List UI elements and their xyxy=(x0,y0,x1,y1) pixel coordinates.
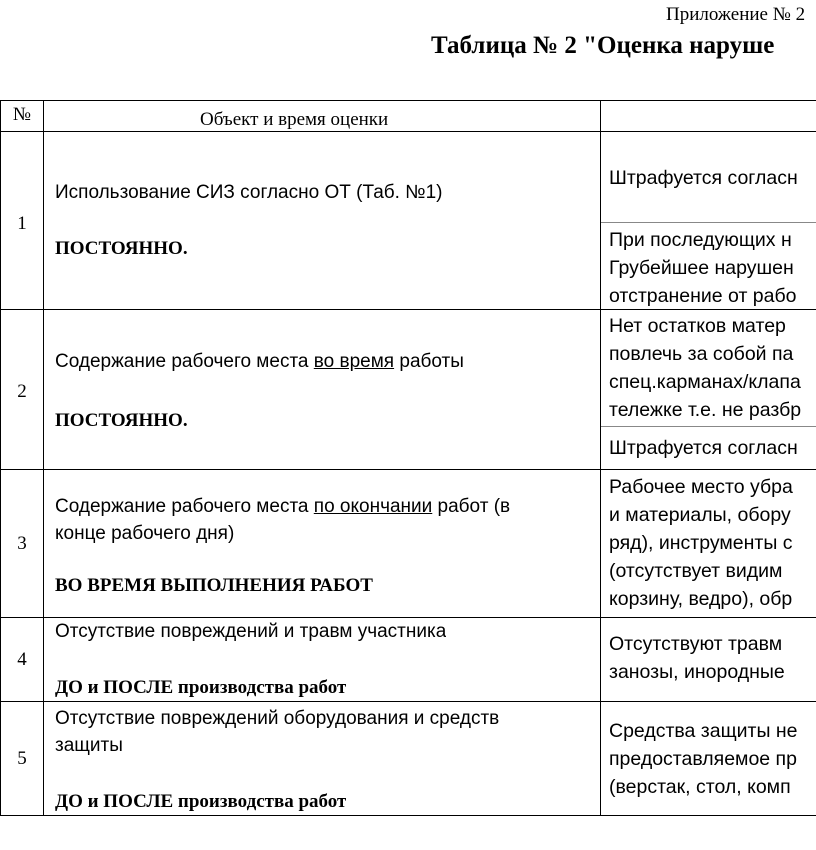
row4-num: 4 xyxy=(17,649,27,670)
row2-criteria-a-line: спец.карманах/клапа xyxy=(609,371,801,393)
row5-object xyxy=(55,705,499,759)
row2-object-text-end: работы xyxy=(394,351,464,372)
row4-timing: ДО и ПОСЛЕ производства работ xyxy=(55,677,347,698)
table-title: Таблица № 2 "Оценка наруше xyxy=(431,32,775,59)
row3-criteria-a-line: ряд), инструменты с xyxy=(609,532,793,554)
row1-criteria-a xyxy=(609,164,816,192)
row3-criteria-a xyxy=(609,473,816,613)
row3-criteria-a-line: Рабочее место убра xyxy=(609,476,793,498)
row3-object-text: Содержание рабочего места xyxy=(55,496,314,517)
row1-timing: ПОСТОЯННО. xyxy=(55,238,188,259)
row3-object-underlined: по окончании xyxy=(313,496,433,517)
row3-criteria-a-line: (отсутствует видим xyxy=(609,560,783,582)
row2-object-underlined: во время xyxy=(313,351,395,372)
row3-object-line: конце рабочего дня) xyxy=(55,523,235,544)
row4-criteria-a-line: занозы, инородные xyxy=(609,661,785,683)
row2-split-line xyxy=(600,426,816,427)
row5-criteria-a-line: (верстак, стол, комп xyxy=(609,776,791,798)
header-row-border xyxy=(0,131,816,132)
row2-criteria-a-line: Нет остатков матер xyxy=(609,315,786,337)
col-num-header: № xyxy=(12,104,32,125)
appendix-label: Приложение № 2 xyxy=(666,4,806,25)
row1-split-line xyxy=(600,222,816,223)
row5-num: 5 xyxy=(17,748,27,769)
row1-criteria-b-line: При последующих н xyxy=(609,229,792,251)
row5-object-line: Отсутствие повреждений оборудования и средств xyxy=(55,708,500,729)
row1-criteria-b-line: отстранение от рабо xyxy=(609,285,797,307)
row2-criteria-b xyxy=(609,434,816,462)
row3-num: 3 xyxy=(17,533,27,554)
row3-border xyxy=(0,617,816,618)
table-border-bottom xyxy=(0,815,816,816)
col-object-header: Объект и время оценки xyxy=(200,109,389,130)
object-column-border xyxy=(600,100,601,816)
row2-object xyxy=(55,351,464,373)
row2-timing: ПОСТОЯННО. xyxy=(55,410,188,431)
row2-criteria-a xyxy=(609,312,816,424)
row4-object: Отсутствие повреждений и травм участника xyxy=(55,621,447,642)
row1-num: 1 xyxy=(17,213,27,234)
row2-criteria-b-line: Штрафуется согласн xyxy=(609,437,798,459)
row3-object xyxy=(55,493,510,547)
row1-criteria-b xyxy=(609,226,816,310)
row1-object: Использование СИЗ согласно ОТ (Таб. №1) xyxy=(55,182,443,203)
row5-object-line: защиты xyxy=(55,735,123,756)
row5-timing: ДО и ПОСЛЕ производства работ xyxy=(55,791,347,812)
row5-criteria-a-line: Средства защиты не xyxy=(609,720,798,742)
row3-object-text-end: работ (в xyxy=(432,496,511,517)
table-border-left xyxy=(0,100,1,816)
row3-criteria-a-line: и материалы, обору xyxy=(609,504,791,526)
row2-criteria-a-line: тележке т.е. не разбр xyxy=(609,399,802,421)
row4-criteria-a-line: Отсутствуют травм xyxy=(609,633,783,655)
row3-timing: ВО ВРЕМЯ ВЫПОЛНЕНИЯ РАБОТ xyxy=(55,575,373,596)
row2-criteria-a-line: повлечь за собой па xyxy=(609,343,794,365)
table-border-top xyxy=(0,100,816,101)
row4-criteria-a xyxy=(609,630,816,686)
row5-criteria-a xyxy=(609,717,816,801)
row2-border xyxy=(0,469,816,470)
row2-object-text: Содержание рабочего места xyxy=(55,351,314,372)
row4-border xyxy=(0,701,816,702)
row3-criteria-a-line: корзину, ведро), обр xyxy=(609,588,793,610)
row5-criteria-a-line: предоставляемое пр xyxy=(609,748,797,770)
row3-object-line xyxy=(55,493,510,520)
num-column-border xyxy=(43,100,44,816)
row2-num: 2 xyxy=(17,381,27,402)
row1-criteria-b-line: Грубейшее нарушен xyxy=(609,257,794,279)
row1-criteria-a-line: Штрафуется согласн xyxy=(609,167,798,189)
